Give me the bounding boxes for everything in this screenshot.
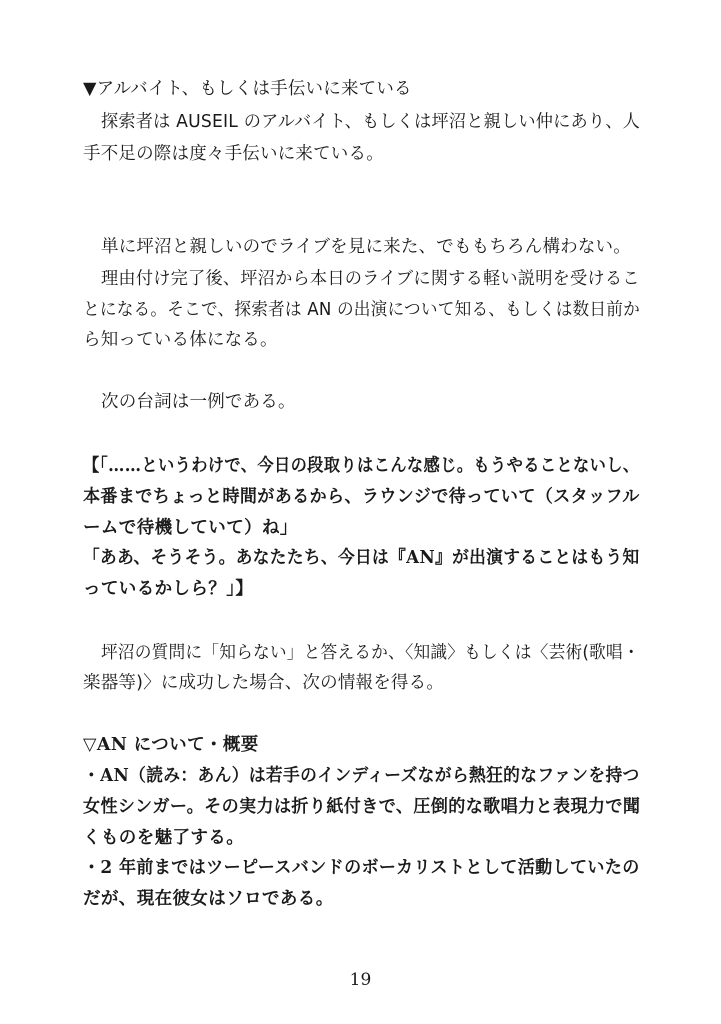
- paragraph-line: 探索者は AUSEIL のアルバイト、もしくは坪沼と親しい仲にあり、人: [101, 112, 640, 132]
- info-line: ・2 年前まではツーピースバンドのボーカリストとして活動していたの: [83, 858, 640, 878]
- dialogue-line: 本番までちょっと時間があるから、ラウンジで待っていて（スタッフル: [83, 487, 640, 507]
- dialogue-line: 「ああ、そうそう。あなたたち、今日は『AN』が出演することはもう知: [83, 548, 640, 568]
- paragraph-line: 理由付け完了後、坪沼から本日のライブに関する軽い説明を受けるこ: [101, 269, 640, 289]
- info-line: くものを魅了する。: [83, 828, 245, 848]
- page-number: 19: [349, 970, 372, 990]
- info-line: 女性シンガー。その実力は折り紙付きで、圧倒的な歌唱力と表現力で聞: [83, 797, 641, 817]
- info-line: ・AN（読み：あん）は若手のインディーズながら熱狂的なファンを持つ: [83, 766, 640, 786]
- info-line: だが、現在彼女はソロである。: [83, 889, 334, 909]
- paragraph-line: 楽器等)〉に成功した場合、次の情報を得る。: [83, 673, 445, 693]
- dialogue-line: っているかしら？」】: [83, 579, 254, 599]
- paragraph-line: 手不足の際は度々手伝いに来ている。: [83, 144, 384, 164]
- info-heading: ▽AN について・概要: [83, 735, 259, 755]
- dialogue-line: ームで待機していて）ね」: [83, 518, 298, 538]
- paragraph-line: 坪沼の質問に「知らない」と答えるか、〈知識〉もしくは〈芸術(歌唱・: [101, 643, 640, 663]
- paragraph-line: とになる。そこで、探索者は AN の出演について知る、もしくは数日前か: [83, 300, 640, 320]
- section-heading-parttime: ▼アルバイト、もしくは手伝いに来ている: [83, 79, 412, 99]
- dialogue-line: 【「……というわけで、今日の段取りはこんな感じ。もうやることないし、: [83, 456, 640, 476]
- paragraph-line: 次の台詞は一例である。: [101, 392, 296, 412]
- paragraph-line: 単に坪沼と親しいのでライブを見に来た、でももちろん構わない。: [101, 237, 631, 257]
- paragraph-line: ら知っている体になる。: [83, 330, 278, 350]
